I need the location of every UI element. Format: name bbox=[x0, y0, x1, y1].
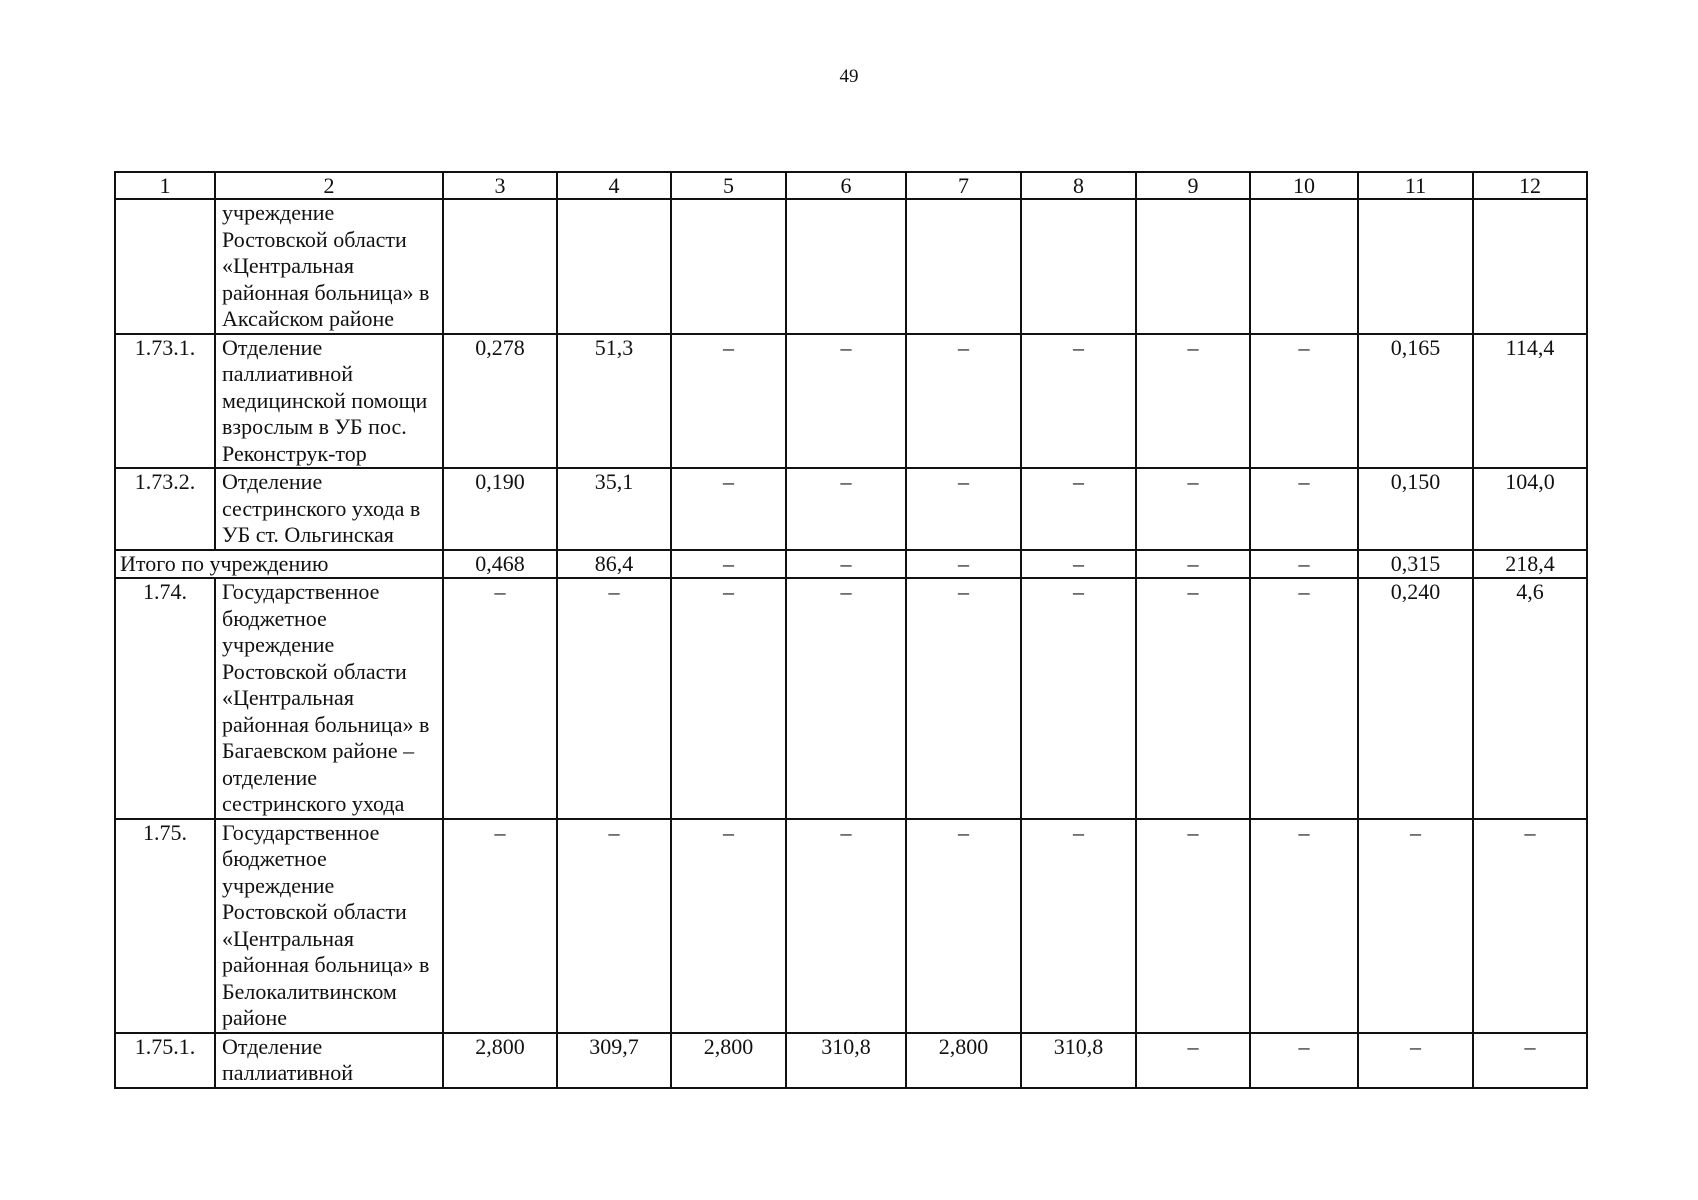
column-header-11: 11 bbox=[1358, 172, 1473, 199]
cell-col-4: – bbox=[557, 578, 671, 819]
cell-col-5: 2,800 bbox=[671, 1033, 786, 1088]
row-number: 1.73.2. bbox=[115, 468, 215, 550]
cell-col-11: – bbox=[1358, 819, 1473, 1033]
cell-col-6 bbox=[786, 199, 906, 334]
cell-col-8: – bbox=[1021, 550, 1136, 579]
cell-col-3: – bbox=[443, 578, 557, 819]
row-number: 1.75. bbox=[115, 819, 215, 1033]
institution-name: Государственное бюджетное учреждение Ростовской области «Центральная районная больница» в Белокалитвинском районе bbox=[215, 819, 443, 1033]
cell-col-5 bbox=[671, 199, 786, 334]
institution-name: Государственное бюджетное учреждение Ростовской области «Центральная районная больница» в Багаевском районе – отделение сестринского ухода bbox=[215, 578, 443, 819]
cell-col-3: 0,278 bbox=[443, 334, 557, 469]
column-number-row bbox=[115, 172, 1587, 199]
cell-col-6: – bbox=[786, 578, 906, 819]
cell-col-8: – bbox=[1021, 468, 1136, 550]
institution-name: Отделение паллиативной bbox=[215, 1033, 443, 1088]
table-row-1-75-1 bbox=[115, 1033, 1587, 1088]
column-header-3: 3 bbox=[443, 172, 557, 199]
total-label: Итого по учреждению bbox=[115, 550, 443, 579]
cell-col-7: – bbox=[906, 578, 1021, 819]
table-row-total bbox=[115, 550, 1587, 579]
cell-col-11: 0,240 bbox=[1358, 578, 1473, 819]
table-row-1-75 bbox=[115, 819, 1587, 1033]
cell-col-3: 0,468 bbox=[443, 550, 557, 579]
cell-col-4: 35,1 bbox=[557, 468, 671, 550]
cell-col-10: – bbox=[1250, 819, 1358, 1033]
cell-col-4: 51,3 bbox=[557, 334, 671, 469]
page-number: 49 bbox=[839, 66, 859, 87]
cell-col-12: – bbox=[1473, 1033, 1587, 1088]
cell-col-5: – bbox=[671, 819, 786, 1033]
cell-col-10: – bbox=[1250, 550, 1358, 579]
cell-col-9: – bbox=[1136, 334, 1250, 469]
column-header-9: 9 bbox=[1136, 172, 1250, 199]
cell-col-11: 0,165 bbox=[1358, 334, 1473, 469]
cell-col-8: – bbox=[1021, 819, 1136, 1033]
cell-col-5: – bbox=[671, 578, 786, 819]
cell-col-7: – bbox=[906, 819, 1021, 1033]
cell-col-3: 0,190 bbox=[443, 468, 557, 550]
table-row-1-73-1 bbox=[115, 334, 1587, 469]
cell-col-5: – bbox=[671, 468, 786, 550]
column-header-6: 6 bbox=[786, 172, 906, 199]
cell-col-12: 218,4 bbox=[1473, 550, 1587, 579]
cell-col-9: – bbox=[1136, 468, 1250, 550]
cell-col-9: – bbox=[1136, 578, 1250, 819]
cell-col-4 bbox=[557, 199, 671, 334]
table-row-1-74 bbox=[115, 578, 1587, 819]
cell-col-11 bbox=[1358, 199, 1473, 334]
cell-col-8: – bbox=[1021, 578, 1136, 819]
cell-col-10 bbox=[1250, 199, 1358, 334]
cell-col-12: 4,6 bbox=[1473, 578, 1587, 819]
column-header-5: 5 bbox=[671, 172, 786, 199]
column-header-12: 12 bbox=[1473, 172, 1587, 199]
cell-col-3: 2,800 bbox=[443, 1033, 557, 1088]
cell-col-7: – bbox=[906, 550, 1021, 579]
table-row-1-73-2 bbox=[115, 468, 1587, 550]
table-row-aksay-continuation bbox=[115, 199, 1587, 334]
column-header-1: 1 bbox=[115, 172, 215, 199]
row-number bbox=[115, 199, 215, 334]
row-number: 1.73.1. bbox=[115, 334, 215, 469]
cell-col-3: – bbox=[443, 819, 557, 1033]
column-header-7: 7 bbox=[906, 172, 1021, 199]
cell-col-8: 310,8 bbox=[1021, 1033, 1136, 1088]
cell-col-6: – bbox=[786, 334, 906, 469]
row-number: 1.75.1. bbox=[115, 1033, 215, 1088]
cell-col-9: – bbox=[1136, 1033, 1250, 1088]
cell-col-9: – bbox=[1136, 819, 1250, 1033]
cell-col-7: 2,800 bbox=[906, 1033, 1021, 1088]
data-table bbox=[114, 171, 1588, 1089]
institution-name: учреждение Ростовской области «Центральная районная больница» в Аксайском районе bbox=[215, 199, 443, 334]
column-header-8: 8 bbox=[1021, 172, 1136, 199]
cell-col-9 bbox=[1136, 199, 1250, 334]
cell-col-8: – bbox=[1021, 334, 1136, 469]
cell-col-10: – bbox=[1250, 468, 1358, 550]
cell-col-7 bbox=[906, 199, 1021, 334]
cell-col-4: – bbox=[557, 819, 671, 1033]
cell-col-4: 309,7 bbox=[557, 1033, 671, 1088]
cell-col-11: – bbox=[1358, 1033, 1473, 1088]
cell-col-6: – bbox=[786, 550, 906, 579]
cell-col-12: 114,4 bbox=[1473, 334, 1587, 469]
cell-col-12: 104,0 bbox=[1473, 468, 1587, 550]
column-header-4: 4 bbox=[557, 172, 671, 199]
cell-col-11: 0,150 bbox=[1358, 468, 1473, 550]
cell-col-5: – bbox=[671, 334, 786, 469]
cell-col-7: – bbox=[906, 468, 1021, 550]
cell-col-12 bbox=[1473, 199, 1587, 334]
cell-col-10: – bbox=[1250, 1033, 1358, 1088]
cell-col-10: – bbox=[1250, 334, 1358, 469]
cell-col-12: – bbox=[1473, 819, 1587, 1033]
cell-col-11: 0,315 bbox=[1358, 550, 1473, 579]
cell-col-4: 86,4 bbox=[557, 550, 671, 579]
cell-col-6: – bbox=[786, 468, 906, 550]
institution-name: Отделение паллиативной медицинской помощи взрослым в УБ пос. Реконструк-тор bbox=[215, 334, 443, 469]
cell-col-8 bbox=[1021, 199, 1136, 334]
column-header-10: 10 bbox=[1250, 172, 1358, 199]
cell-col-6: – bbox=[786, 819, 906, 1033]
institution-name: Отделение сестринского ухода в УБ ст. Ольгинская bbox=[215, 468, 443, 550]
cell-col-5: – bbox=[671, 550, 786, 579]
column-header-2: 2 bbox=[215, 172, 443, 199]
cell-col-7: – bbox=[906, 334, 1021, 469]
cell-col-6: 310,8 bbox=[786, 1033, 906, 1088]
cell-col-9: – bbox=[1136, 550, 1250, 579]
row-number: 1.74. bbox=[115, 578, 215, 819]
cell-col-3 bbox=[443, 199, 557, 334]
cell-col-10: – bbox=[1250, 578, 1358, 819]
